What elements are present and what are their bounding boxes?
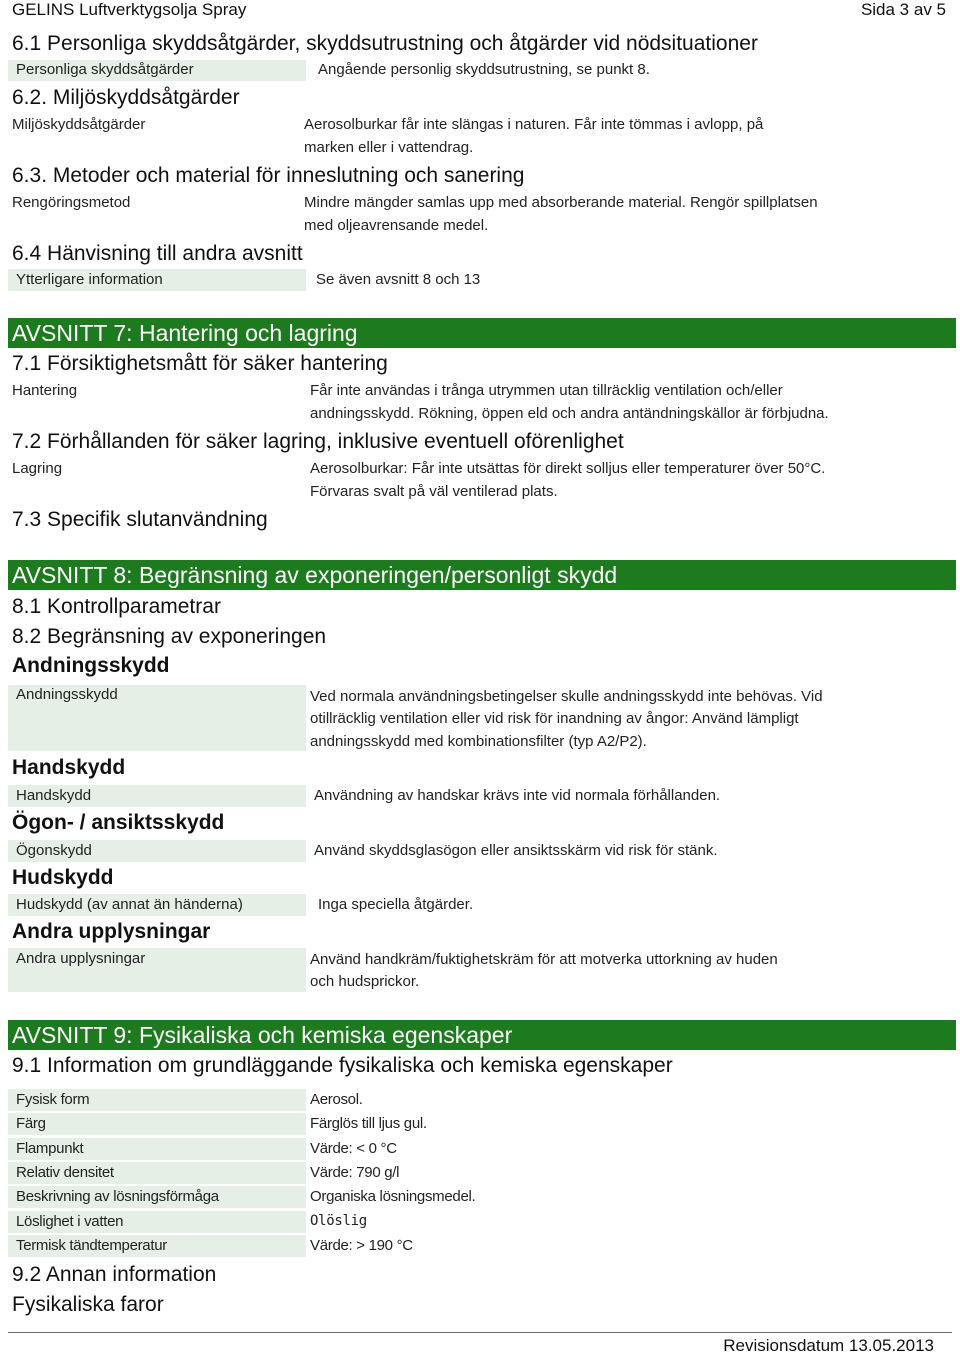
value-ytterligare: Se även avsnitt 8 och 13: [316, 271, 481, 288]
label-rengoring: Rengöringsmetod: [12, 194, 131, 211]
label-hudskydd: Hudskydd (av annat än händerna): [16, 896, 243, 913]
value-hantering-1: Får inte användas i trånga utrymmen utan tillräcklig ventilation och/eller: [310, 382, 783, 399]
subheading-handskydd: Handskydd: [12, 756, 126, 779]
heading-7-3: 7.3 Specifik slutanvändning: [12, 508, 268, 531]
heading-fysikaliska-faror: Fysikaliska faror: [12, 1293, 164, 1316]
value-hantering-2: andningsskydd. Rökning, öppen eld och andra antändningskällor är förbjudna.: [310, 405, 829, 422]
value-andningsskydd-3: andningsskydd med kombinationsfilter (typ A2/P2).: [310, 733, 647, 750]
value-miljo-1: Aerosolburkar får inte slängas i naturen. Får inte tömmas i avlopp, på: [304, 116, 764, 133]
subheading-andra: Andra upplysningar: [12, 920, 211, 943]
section-7-bar: AVSNITT 7: Hantering och lagring: [8, 318, 956, 348]
property-label: Relativ densitet: [16, 1163, 114, 1181]
property-value: Olöslig: [310, 1212, 367, 1229]
value-rengoring-2: med oljeavrensande medel.: [304, 217, 489, 234]
property-value: Värde: > 190 °C: [310, 1236, 413, 1254]
label-personliga: Personliga skyddsåtgärder: [16, 61, 194, 78]
label-miljo: Miljöskyddsåtgärder: [12, 116, 146, 133]
value-andningsskydd-1: Ved normala användningsbetingelser skulle andningsskydd inte behövas. Vid: [310, 688, 823, 705]
property-value: Färglös till ljus gul.: [310, 1115, 427, 1133]
subheading-andningsskydd: Andningsskydd: [12, 654, 170, 677]
value-hudskydd: Inga speciella åtgärder.: [318, 896, 474, 913]
page-number: Sida 3 av 5: [860, 0, 946, 19]
heading-6-1: 6.1 Personliga skyddsåtgärder, skyddsutrustning och åtgärder vid nödsituationer: [12, 32, 758, 55]
label-ogonskydd: Ögonskydd: [16, 842, 92, 859]
value-lagring-2: Förvaras svalt på väl ventilerad plats.: [310, 483, 558, 500]
heading-8-1: 8.1 Kontrollparametrar: [12, 595, 221, 618]
value-personliga: Angående personlig skyddsutrustning, se punkt 8.: [318, 61, 650, 78]
value-andningsskydd-2: otillräcklig ventilation eller vid risk för inandning av ångor: Använd lämpligt: [310, 710, 799, 727]
subheading-ogonskydd: Ögon- / ansiktsskydd: [12, 811, 225, 834]
value-miljo-2: marken eller i vattendrag.: [304, 139, 474, 156]
value-andra-2: och hudsprickor.: [310, 973, 420, 990]
heading-6-3: 6.3. Metoder och material för inneslutning och sanering: [12, 164, 525, 187]
value-lagring-1: Aerosolburkar: Får inte utsättas för direkt solljus eller temperaturer över 50°C.: [310, 460, 826, 477]
label-ytterligare: Ytterligare information: [16, 271, 163, 288]
heading-9-1: 9.1 Information om grundläggande fysikaliska och kemiska egenskaper: [12, 1054, 673, 1077]
label-andra: Andra upplysningar: [16, 950, 146, 967]
property-value: Aerosol.: [310, 1091, 363, 1108]
label-andningsskydd: Andningsskydd: [16, 686, 118, 703]
heading-9-2: 9.2 Annan information: [12, 1263, 217, 1286]
property-value: Organiska lösningsmedel.: [310, 1188, 476, 1206]
document-title: GELINS Luftverktygsolja Spray: [12, 0, 247, 19]
heading-7-1: 7.1 Försiktighetsmått för säker hantering: [12, 352, 388, 375]
property-label: Termisk tändtemperatur: [16, 1236, 167, 1254]
property-label: Beskrivning av lösningsförmåga: [16, 1188, 219, 1206]
property-label-shade: [8, 1113, 306, 1135]
heading-6-2: 6.2. Miljöskyddsåtgärder: [12, 86, 240, 109]
heading-6-4: 6.4 Hänvisning till andra avsnitt: [12, 242, 303, 265]
value-ogonskydd: Använd skyddsglasögon eller ansiktsskärm vid risk för stänk.: [314, 842, 718, 859]
label-lagring: Lagring: [12, 460, 63, 477]
heading-7-2: 7.2 Förhållanden för säker lagring, inklusive eventuell oförenlighet: [12, 430, 624, 453]
value-andra-1: Använd handkräm/fuktighetskräm för att motverka uttorkning av huden: [310, 951, 778, 968]
section-9-bar: AVSNITT 9: Fysikaliska och kemiska egenskaper: [8, 1020, 956, 1050]
subheading-hudskydd: Hudskydd: [12, 866, 114, 889]
revision-date: Revisionsdatum 13.05.2013: [723, 1336, 934, 1355]
property-label: Löslighet i vatten: [16, 1212, 124, 1230]
value-rengoring-1: Mindre mängder samlas upp med absorberande material. Rengör spillplatsen: [304, 194, 818, 211]
label-hantering: Hantering: [12, 382, 78, 399]
property-label: Fysisk form: [16, 1091, 90, 1108]
property-label: Flampunkt: [16, 1139, 84, 1157]
property-value: Värde: < 0 °C: [310, 1139, 397, 1157]
property-value: Värde: 790 g/l: [310, 1163, 400, 1181]
footer-divider: [8, 1332, 952, 1333]
property-label: Färg: [16, 1115, 46, 1133]
label-handskydd: Handskydd: [16, 787, 92, 804]
value-handskydd: Användning av handskar krävs inte vid normala förhållanden.: [314, 787, 721, 804]
heading-8-2: 8.2 Begränsning av exponeringen: [12, 625, 327, 648]
section-8-bar: AVSNITT 8: Begränsning av exponeringen/personligt skydd: [8, 560, 956, 590]
